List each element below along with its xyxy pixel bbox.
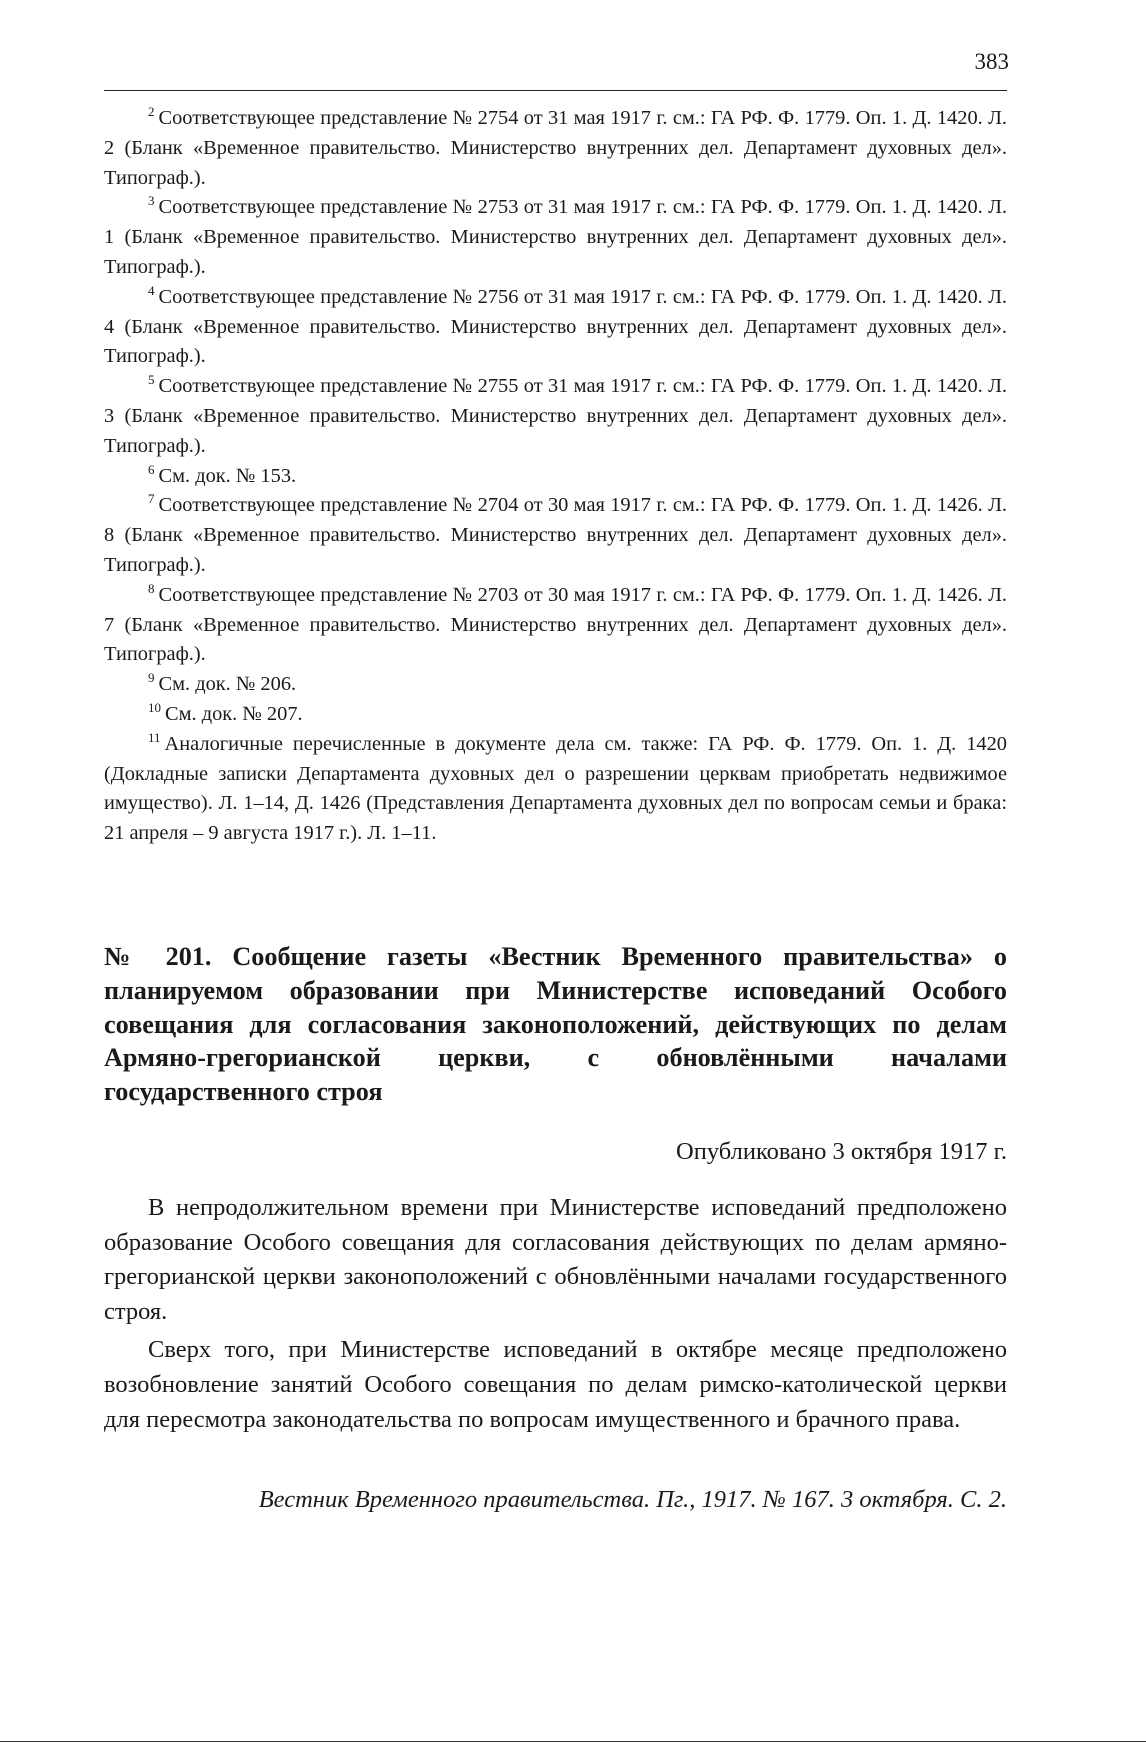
document-body (104, 1191, 1007, 1441)
footnote (104, 730, 1007, 849)
footnote-text: Аналогичные перечисленные в документе дела см. также: ГА РФ. Ф. 1779. Оп. 1. Д. 1420 (Докладные записки Департамента духовных дел о разрешении церквам приобретать недвижимое имущество). Л. 1–14, Д. 1426 (Представления Департамента духовных дел по вопросам семьи и брака: 21 апреля – 9 августа 1917 г.). Л. 1–11. (104, 732, 1007, 845)
body-paragraph: Сверх того, при Министерстве исповеданий в октябре месяце предположено возобновление занятий Особого совещания по делам римско-католической церкви для пересмотра законодательства по вопросам имущественного и брачного права. (104, 1336, 1007, 1433)
footnote-number: 11 (148, 729, 161, 745)
page-number: 383 (974, 49, 1009, 74)
footnote-text: См. док. № 206. (158, 673, 297, 696)
footnote (104, 104, 1007, 193)
footnote-text: Соответствующее представление № 2753 от 31 мая 1917 г. см.: ГА РФ. Ф. 1779. Оп. 1. Д. 1420. Л. 1 (Бланк «Временное правительство. Министерство внутренних дел. Департамент духовных дел». Типограф.). (104, 196, 1007, 278)
body-paragraph: В непродолжительном времени при Министерстве исповеданий предположено образование Особого совещания для согласования действующих по делам армяно-грегорианской церкви законоположений с обновлёнными началами государственного строя. (104, 1194, 1007, 1325)
footnote-text: Соответствующее представление № 2704 от 30 мая 1917 г. см.: ГА РФ. Ф. 1779. Оп. 1. Д. 1426. Л. 8 (Бланк «Временное правительство. Министерство внутренних дел. Департамент духовных дел». Типограф.). (104, 494, 1007, 576)
footnote-text: Соответствующее представление № 2703 от 30 мая 1917 г. см.: ГА РФ. Ф. 1779. Оп. 1. Д. 1426. Л. 7 (Бланк «Временное правительство. Министерство внутренних дел. Департамент духовных дел». Типограф.). (104, 583, 1007, 666)
footnote-number: 7 (148, 491, 155, 507)
source-citation: Вестник Временного правительства. Пг., 1917. № 167. 3 октября. С. 2. (258, 1486, 1007, 1513)
footnote-number: 6 (148, 461, 155, 477)
footnote (104, 700, 1007, 730)
footnote-text: Соответствующее представление № 2755 от 31 мая 1917 г. см.: ГА РФ. Ф. 1779. Оп. 1. Д. 1420. Л. 3 (Бланк «Временное правительство. Министерство внутренних дел. Департамент духовных дел». Типограф.). (104, 375, 1007, 457)
footnotes-section (104, 104, 1007, 849)
header-rule (104, 90, 1007, 91)
footnote-number: 4 (148, 282, 155, 298)
footnote (104, 283, 1007, 372)
footnote-number: 9 (148, 670, 155, 686)
footnote (104, 670, 1007, 700)
footnote-text: Соответствующее представление № 2756 от 31 мая 1917 г. см.: ГА РФ. Ф. 1779. Оп. 1. Д. 1420. Л. 4 (Бланк «Временное правительство. Министерство внутренних дел. Департамент духовных дел». Типограф.). (104, 285, 1007, 368)
footnote (104, 462, 1007, 492)
footnote-text: См. док. № 153. (158, 464, 297, 487)
bottom-rule (0, 1741, 1146, 1742)
footnote-text: Соответствующее представление № 2754 от 31 мая 1917 г. см.: ГА РФ. Ф. 1779. Оп. 1. Д. 1420. Л. 2 (Бланк «Временное правительство. Министерство внутренних дел. Департамент духовных дел». Типограф.). (104, 107, 1007, 189)
document-heading: № 201. Сообщение газеты «Вестник Временного правительства» о планируемом образовании при Министерстве исповеданий Особого совещания для согласования законоположений, действующих по делам Армяно-грегорианской церкви, с обновлёнными началами государственного строя (104, 942, 1007, 1107)
publication-note: Опубликовано 3 октября 1917 г. (676, 1138, 1007, 1165)
footnote (104, 491, 1007, 580)
footnote (104, 193, 1007, 282)
footnote-number: 3 (148, 193, 155, 209)
footnote (104, 372, 1007, 461)
footnote-number: 10 (148, 699, 161, 715)
footnote-number: 5 (148, 372, 155, 388)
footnote (104, 581, 1007, 670)
footnote-number: 8 (148, 580, 155, 596)
footnote-number: 2 (148, 104, 155, 119)
footnote-text: См. док. № 207. (165, 702, 303, 725)
